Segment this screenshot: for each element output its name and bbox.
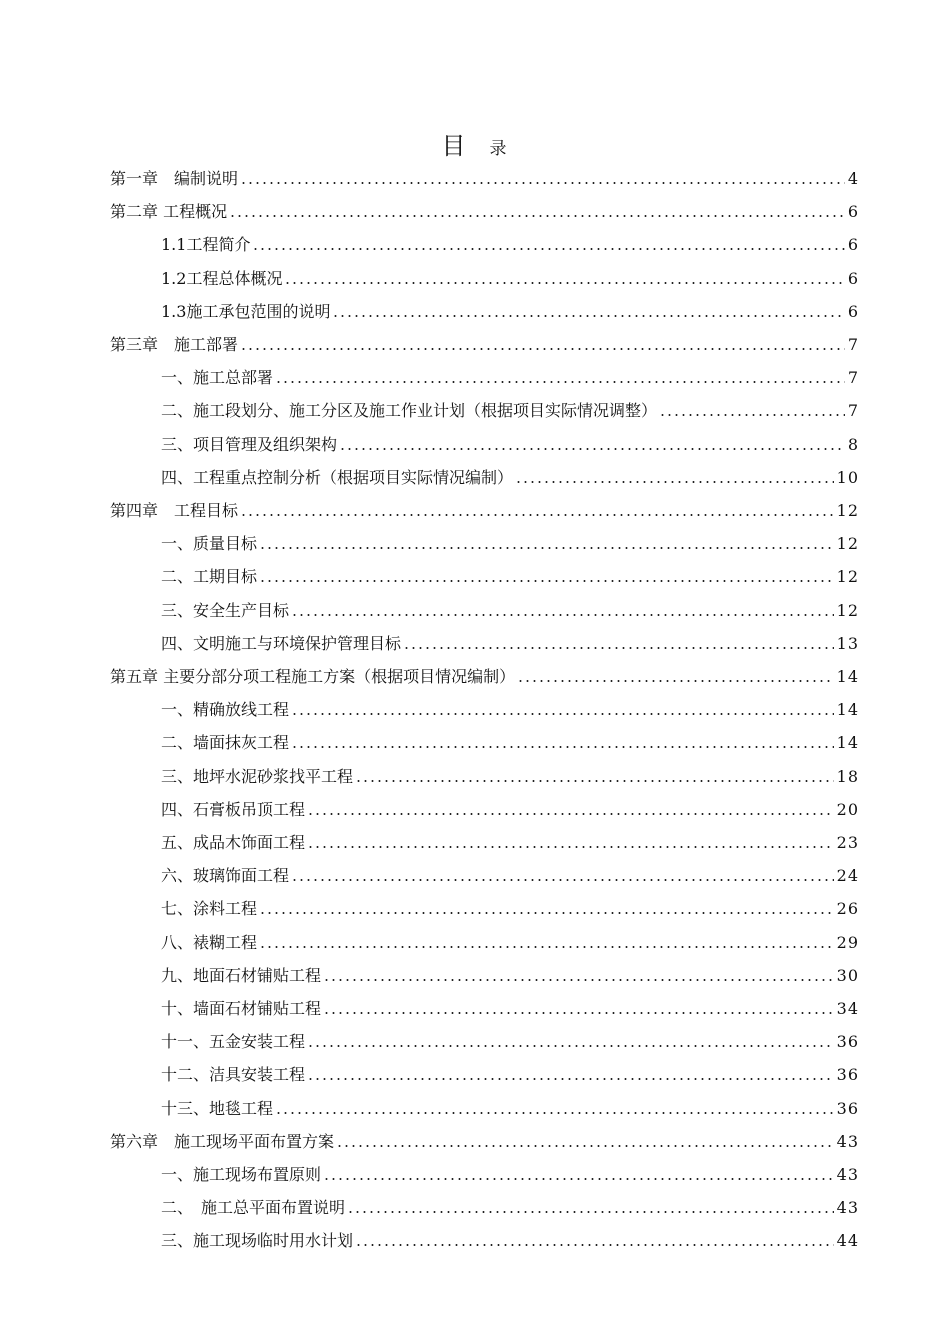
toc-section-entry[interactable] <box>161 1022 859 1052</box>
toc-entry-label: 十三、地毯工程 <box>161 1098 274 1118</box>
toc-page-number: 10 <box>836 467 859 487</box>
toc-section-entry[interactable] <box>161 1221 859 1251</box>
toc-chapter-entry[interactable] <box>110 325 859 355</box>
toc-dot-leader <box>307 813 834 815</box>
title-char-2: 录 <box>489 139 509 159</box>
toc-entry-label: 三、地坪水泥砂浆找平工程 <box>161 766 354 786</box>
toc-page-number: 43 <box>836 1131 859 1151</box>
toc-page-number: 34 <box>836 999 859 1018</box>
toc-section-entry[interactable] <box>161 391 859 421</box>
toc-section-entry[interactable] <box>161 1055 859 1085</box>
toc-page-number: 14 <box>836 700 859 720</box>
page-title <box>0 126 950 161</box>
toc-section-entry[interactable] <box>161 425 859 455</box>
toc-page-number: 26 <box>836 899 859 919</box>
toc-page-number: 12 <box>836 600 859 620</box>
toc-entry-label: 十二、洁具安装工程 <box>161 1065 306 1085</box>
toc-section-entry[interactable] <box>161 624 859 654</box>
toc-chapter-entry[interactable] <box>110 491 859 521</box>
toc-section-entry[interactable] <box>161 458 859 488</box>
toc-dot-leader <box>259 946 834 948</box>
toc-entry-label: 二、施工段划分、施工分区及施工作业计划（根据项目实际情况调整） <box>161 401 658 421</box>
toc-entry-label: 第六章 施工现场平面布置方案 <box>110 1131 335 1151</box>
toc-entry-label: 二、墙面抹灰工程 <box>161 733 290 753</box>
toc-entry-label: 一、施工现场布置原则 <box>161 1165 322 1184</box>
toc-page-number: 23 <box>836 833 859 852</box>
toc-dot-leader <box>307 1078 834 1080</box>
toc-dot-leader <box>259 547 834 549</box>
toc-dot-leader <box>291 614 834 616</box>
toc-entry-label: 十一、五金安装工程 <box>161 1032 306 1052</box>
toc-page-number: 4 <box>847 169 859 188</box>
toc-page-number: 29 <box>836 932 859 952</box>
toc-section-entry[interactable] <box>161 723 859 753</box>
toc-entry-label: 三、项目管理及组织架构 <box>161 434 338 454</box>
toc-dot-leader <box>291 713 834 715</box>
toc-page-number: 6 <box>847 301 859 321</box>
toc-dot-leader <box>355 780 834 782</box>
toc-entry-label: 二、工期目标 <box>161 567 258 587</box>
toc-dot-leader <box>259 580 834 582</box>
toc-page-number: 6 <box>847 268 859 288</box>
toc-entry-label: 三、安全生产目标 <box>161 600 290 620</box>
toc-entry-label: 八、裱糊工程 <box>161 932 258 952</box>
toc-chapter-entry[interactable] <box>110 1122 859 1152</box>
toc-chapter-entry[interactable] <box>110 159 859 189</box>
toc-entry-label: 二、 施工总平面布置说明 <box>161 1198 346 1218</box>
toc-dot-leader <box>517 680 834 682</box>
toc-page-number: 36 <box>836 1065 859 1085</box>
toc-section-entry[interactable] <box>161 292 859 322</box>
toc-dot-leader <box>339 448 845 450</box>
toc-page-number: 30 <box>836 965 859 985</box>
toc-section-entry[interactable] <box>161 225 859 255</box>
toc-section-entry[interactable] <box>161 524 859 554</box>
toc-section-entry[interactable] <box>161 1188 859 1218</box>
toc-dot-leader <box>336 1145 834 1147</box>
toc-dot-leader <box>291 879 834 881</box>
toc-entry-label: 六、玻璃饰面工程 <box>161 866 290 886</box>
toc-section-entry[interactable] <box>161 259 859 289</box>
toc-entry-label: 三、施工现场临时用水计划 <box>161 1231 354 1251</box>
toc-dot-leader <box>275 381 845 383</box>
toc-dot-leader <box>229 215 845 217</box>
toc-page-number: 36 <box>836 1098 859 1118</box>
toc-section-entry[interactable] <box>161 923 859 953</box>
toc-section-entry[interactable] <box>161 856 859 886</box>
toc-entry-label: 第三章 施工部署 <box>110 335 239 354</box>
toc-dot-leader <box>240 182 845 184</box>
toc-page-number: 6 <box>847 202 859 222</box>
toc-dot-leader <box>240 514 834 516</box>
toc-page-number: 8 <box>847 434 859 454</box>
toc-page-number: 18 <box>836 766 859 786</box>
toc-chapter-entry[interactable] <box>110 657 859 687</box>
toc-chapter-entry[interactable] <box>110 192 859 222</box>
toc-page-number: 12 <box>836 567 859 587</box>
toc-page-number: 44 <box>836 1231 859 1251</box>
toc-entry-label: 第四章 工程目标 <box>110 501 239 520</box>
toc-entry-label: 一、精确放线工程 <box>161 700 290 720</box>
toc-dot-leader <box>240 348 845 350</box>
toc-page-number: 12 <box>836 501 859 520</box>
toc-entry-label: 第一章 编制说明 <box>110 169 239 188</box>
toc-dot-leader <box>323 1012 834 1014</box>
toc-page-number: 14 <box>836 733 859 753</box>
toc-page-number: 43 <box>836 1198 859 1218</box>
toc-dot-leader <box>332 315 844 317</box>
toc-entry-label: 五、成品木饰面工程 <box>161 833 306 852</box>
toc-section-entry[interactable] <box>161 757 859 787</box>
toc-page-number: 7 <box>847 335 859 354</box>
toc-entry-label: 1.2工程总体概况 <box>161 268 283 288</box>
toc-page-number: 43 <box>836 1165 859 1184</box>
toc-dot-leader <box>347 1211 834 1213</box>
toc-section-entry[interactable] <box>161 1155 859 1185</box>
toc-section-entry[interactable] <box>161 956 859 986</box>
toc-section-entry[interactable] <box>161 989 859 1019</box>
toc-entry-label: 十、墙面石材铺贴工程 <box>161 999 322 1018</box>
toc-section-entry[interactable] <box>161 889 859 919</box>
toc-page-number: 24 <box>836 866 859 886</box>
toc-dot-leader <box>275 1112 834 1114</box>
toc-section-entry[interactable] <box>161 557 859 587</box>
toc-entry-label: 七、涂料工程 <box>161 899 258 919</box>
toc-page-number: 7 <box>847 401 859 421</box>
toc-entry-label: 第五章 主要分部分项工程施工方案（根据项目情况编制） <box>110 667 516 686</box>
toc-dot-leader <box>659 414 845 416</box>
toc-dot-leader <box>307 1045 834 1047</box>
toc-page-number: 14 <box>836 667 859 686</box>
toc-page-number: 6 <box>847 235 859 255</box>
toc-page-number: 7 <box>847 368 859 388</box>
toc-section-entry[interactable] <box>161 591 859 621</box>
toc-dot-leader <box>259 912 834 914</box>
toc-page-number: 20 <box>836 799 859 819</box>
toc-entry-label: 一、质量目标 <box>161 534 258 554</box>
toc-entry-label: 四、工程重点控制分析（根据项目实际情况编制） <box>161 467 514 487</box>
title-char-1: 目 <box>441 132 468 160</box>
toc-section-entry[interactable] <box>161 823 859 853</box>
toc-entry-label: 九、地面石材铺贴工程 <box>161 965 322 985</box>
toc-dot-leader <box>515 481 834 483</box>
toc-dot-leader <box>291 746 834 748</box>
toc-entry-label: 1.1工程简介 <box>161 235 251 255</box>
toc-dot-leader <box>307 846 834 848</box>
toc-page-number: 36 <box>836 1032 859 1052</box>
toc-entry-label: 四、文明施工与环境保护管理目标 <box>161 633 402 653</box>
toc-dot-leader <box>252 248 844 250</box>
toc-entry-label: 第二章 工程概况 <box>110 202 228 222</box>
toc-section-entry[interactable] <box>161 358 859 388</box>
toc-section-entry[interactable] <box>161 1089 859 1119</box>
toc-page-number: 13 <box>836 633 859 653</box>
toc-dot-leader <box>323 979 834 981</box>
toc-section-entry[interactable] <box>161 790 859 820</box>
toc-dot-leader <box>284 282 844 284</box>
toc-entry-label: 四、石膏板吊顶工程 <box>161 799 306 819</box>
toc-dot-leader <box>403 647 834 649</box>
toc-entry-label: 1.3施工承包范围的说明 <box>161 301 331 321</box>
toc-entry-label: 一、施工总部署 <box>161 368 274 388</box>
toc-dot-leader <box>355 1244 834 1246</box>
toc-page-number: 12 <box>836 534 859 554</box>
toc-dot-leader <box>323 1178 834 1180</box>
toc-section-entry[interactable] <box>161 690 859 720</box>
